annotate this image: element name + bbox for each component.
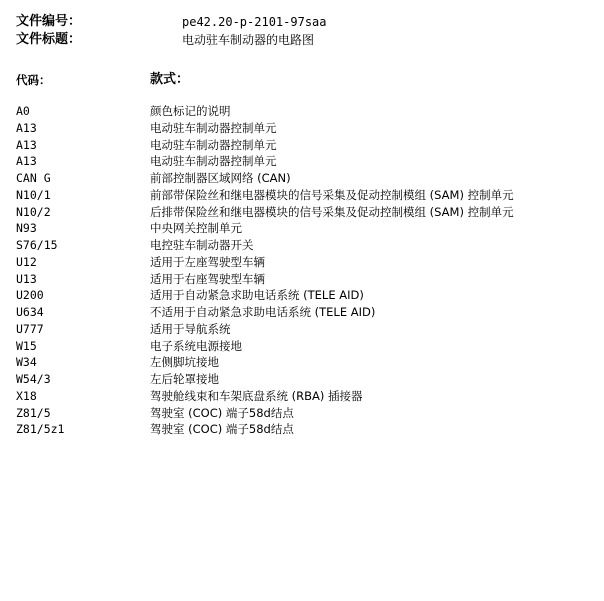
component-description: 电控驻车制动器开关 [150,238,254,252]
component-code: A13 [16,154,37,169]
table-row [16,254,596,271]
component-description: 前部控制器区域网络 (CAN) [150,171,291,185]
table-row [16,338,596,355]
table-row [16,287,596,304]
component-code: Z81/5z1 [16,422,65,437]
component-code: A13 [16,137,37,152]
table-row [16,103,596,120]
doc-title-value: 电动驻车制动器的电路图 [182,33,315,47]
component-description: 左后轮罩接地 [150,372,219,386]
component-code: U777 [16,321,44,336]
doc-title-row [16,31,596,49]
component-description: 适用于左座驾驶型车辆 [150,254,265,269]
component-code: U200 [16,288,44,303]
table-row [16,137,596,154]
component-code: X18 [16,388,37,403]
component-code: A13 [16,120,37,135]
component-code: Z81/5 [16,405,51,420]
document [16,13,596,438]
component-code: W54/3 [16,372,51,386]
description-column-header: 款式： [150,72,190,87]
component-description: 中央网关控制单元 [150,221,242,236]
table-row [16,170,596,187]
component-description: 电动驻车制动器控制单元 [150,120,277,135]
table-row [16,153,596,170]
component-description: 颜色标记的说明 [150,104,231,118]
component-code: N93 [16,221,37,236]
table-row [16,354,596,371]
table-row [16,304,596,321]
component-description: 适用于导航系统 [150,321,231,336]
table-row [16,371,596,388]
doc-title-label: 文件标题： [16,32,82,47]
component-code: U634 [16,305,44,319]
component-code: U12 [16,254,37,269]
code-column-header: 代码： [16,73,51,87]
component-description: 驾驶舱线束和车架底盘系统 (RBA) 插接器 [150,388,363,403]
doc-number-row [16,13,596,31]
component-description: 适用于自动紧急求助电话系统 (TELE AID) [150,288,364,303]
table-row [16,321,596,338]
component-code: S76/15 [16,238,58,252]
component-code: N10/2 [16,204,51,219]
component-description: 电动驻车制动器控制单元 [150,137,277,152]
component-description: 电动驻车制动器控制单元 [150,154,277,169]
doc-number-value: pe42.20-p-2101-97saa [182,15,327,29]
component-code: W15 [16,338,37,353]
table-row [16,388,596,405]
component-description: 左侧脚坑接地 [150,355,219,370]
component-code: U13 [16,271,37,286]
table-row [16,237,596,254]
table-header [16,71,596,89]
component-code: A0 [16,104,30,118]
component-description: 驾驶室 (COC) 端子58d结点 [150,405,294,420]
table-row [16,271,596,288]
table-row [16,187,596,204]
legend-table [16,103,596,438]
table-row [16,405,596,422]
component-description: 后排带保险丝和继电器模块的信号采集及促动控制模组 (SAM) 控制单元 [150,204,514,219]
doc-number-label: 文件编号： [16,14,82,29]
component-code: N10/1 [16,187,51,202]
table-row [16,421,596,438]
component-description: 适用于右座驾驶型车辆 [150,271,265,286]
component-code: W34 [16,355,37,370]
component-description: 不适用于自动紧急求助电话系统 (TELE AID) [150,305,376,319]
table-row [16,220,596,237]
component-description: 前部带保险丝和继电器模块的信号采集及促动控制模组 (SAM) 控制单元 [150,187,514,202]
table-row [16,120,596,137]
component-description: 电子系统电源接地 [150,338,242,353]
component-code: CAN G [16,171,51,185]
table-row [16,204,596,221]
component-description: 驾驶室 (COC) 端子58d结点 [150,422,294,437]
